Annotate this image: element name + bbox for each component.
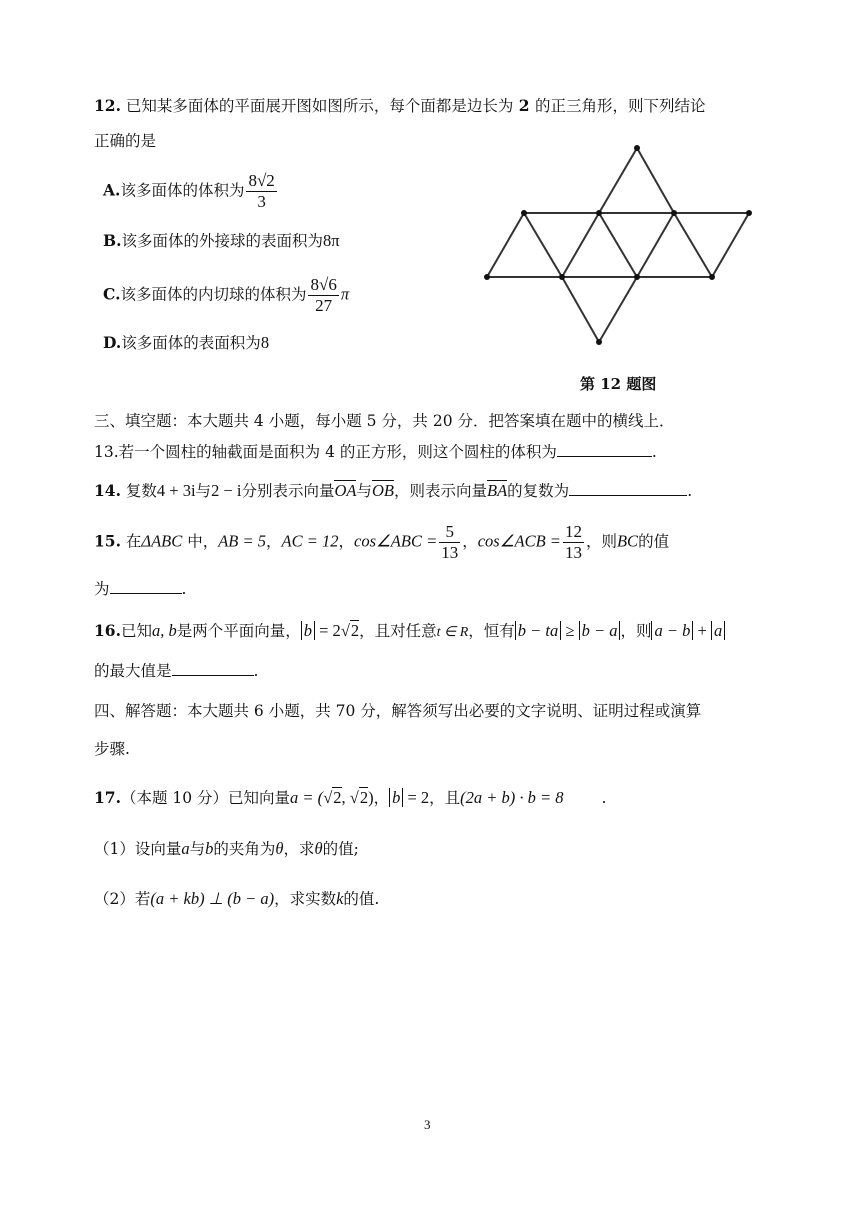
q14-answer-blank[interactable]: [569, 481, 687, 496]
q17-stem: 17.（本题 10 分）已知向量a = (√2, √2)， b = 2，且(2a + b) · b = 8 .: [94, 788, 607, 807]
q15-line2: 为 .: [94, 580, 187, 598]
q12-option-b: B.该多面体的外接球的表面积为8π: [103, 231, 340, 250]
net-vertex: [709, 274, 715, 280]
q12-option-a: A.该多面体的体积为 $\frac{8√2}{3}$: [103, 171, 275, 211]
page-number: 3: [424, 1117, 431, 1132]
q12-stem-line2: 正确的是: [94, 132, 157, 150]
net-vertex: [521, 210, 527, 216]
figure-caption: 第 12 题图: [580, 375, 657, 393]
net-vertex: [746, 210, 752, 216]
option-a-fraction: $\frac{8√2}{3}$: [248, 171, 275, 211]
net-vertex: [634, 274, 640, 280]
q13: 13.若一个圆柱的轴截面是面积为 4 的正方形，则这个圆柱的体积为 .: [94, 443, 657, 461]
q14: 14. 复数4 + 3i与2 − i分别表示向量OA与OB，则表示向量BA的复数为 .: [94, 481, 693, 500]
q12-option-c: C.该多面体的内切球的体积为 $\frac{8√6}{27}$ π: [103, 275, 350, 315]
polyhedron-net-figure: [480, 140, 760, 350]
q16-answer-blank[interactable]: [172, 661, 254, 676]
net-vertex: [634, 145, 640, 151]
q13-answer-blank[interactable]: [557, 442, 652, 457]
section-3-title: 三、填空题：本大题共 4 小题，每小题 5 分，共 20 分．把答案填在题中的横线上．: [94, 412, 675, 430]
net-vertex: [596, 210, 602, 216]
q17-part2: （2）若(a + kb) ⊥ (b − a)，求实数k的值.: [94, 889, 380, 908]
q12-option-d: D.该多面体的表面积为8: [103, 333, 270, 352]
net-vertex: [559, 274, 565, 280]
net-vertex: [484, 274, 490, 280]
q17-part1: （1）设向量a与b的夹角为θ，求θ的值;: [94, 839, 359, 858]
q15-answer-blank[interactable]: [110, 579, 182, 594]
q15-line1: 15. 在ΔABC 中，AB = 5，AC = 12，cos∠ABC = $\frac{5}{13}$ ，cos∠ACB = $\frac{12}{13}$ ，则BC的值: [94, 522, 670, 562]
q16-line1: 16.已知a, b是两个平面向量， b = 2√2，且对任意t ∈ R，恒有 b − ta ≥ b − a ，则 a − b + a: [94, 620, 725, 644]
q16-line2: 的最大值是 .: [94, 662, 259, 680]
net-vertex: [671, 210, 677, 216]
section-4-title-line2: 步骤.: [94, 740, 130, 758]
option-c-fraction: $\frac{8√6}{27}$: [310, 275, 337, 315]
net-vertex: [596, 339, 602, 345]
section-4-title-line1: 四、解答题：本大题共 6 小题，共 70 分，解答须写出必要的文字说明、证明过程或演算: [94, 702, 702, 720]
q12-stem-line1: 12. 已知某多面体的平面展开图如图所示，每个面都是边长为 2 的正三角形，则下列结论: [94, 96, 706, 115]
